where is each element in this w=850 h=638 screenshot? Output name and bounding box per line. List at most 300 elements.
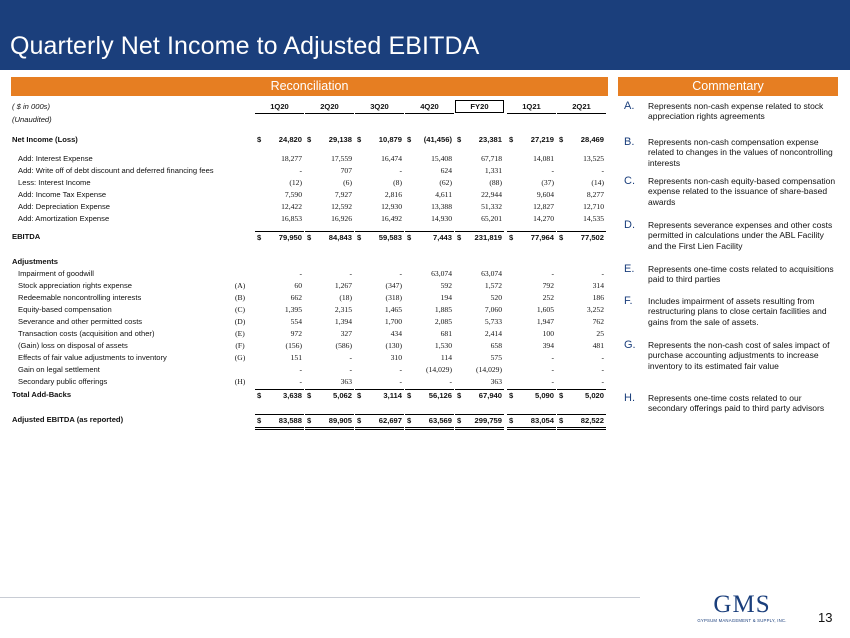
cell-value: 1,465: [384, 305, 402, 314]
value-cell: [405, 189, 454, 201]
cell-value: (14,029): [476, 365, 502, 374]
cell-value: -: [551, 353, 554, 362]
currency-symbol: $: [257, 391, 262, 400]
cell-value: 12,710: [583, 202, 604, 211]
cell-value: 7,590: [284, 190, 302, 199]
value-cell: [507, 340, 556, 352]
value-cell: [557, 414, 606, 430]
currency-symbol: $: [407, 391, 412, 400]
cell-value: -: [551, 365, 554, 374]
cell-value: 658: [490, 341, 502, 350]
value-cell: [507, 316, 556, 328]
value-cell: [255, 376, 304, 388]
value-cell: [557, 177, 606, 189]
cell-value: 1,331: [484, 166, 502, 175]
commentary-text: Represents severance expenses and other costs permitted in calculations under the ABL Facility and the First Lien Facility: [648, 220, 833, 251]
logo-subtitle: GYPSUM MANAGEMENT & SUPPLY, INC.: [697, 618, 787, 623]
commentary-letter: C.: [624, 175, 635, 187]
value-cell: [405, 316, 454, 328]
currency-symbol: $: [307, 135, 312, 144]
value-cell: [255, 304, 304, 316]
adjustment-label: Stock appreciation rights expense: [18, 281, 132, 290]
cell-value: (347): [385, 281, 402, 290]
value-cell: [405, 328, 454, 340]
currency-symbol: $: [257, 233, 262, 242]
value-cell: [305, 213, 354, 225]
commentary-text: Represents non-cash compensation expense related to changes in the values of noncontrolling interests: [648, 137, 833, 168]
table-row: [12, 328, 612, 340]
currency-symbol: $: [509, 391, 514, 400]
commentary-letter: F.: [624, 295, 633, 307]
commentary-text: Represents the non-cash cost of sales impact of purchase accounting adjustments to increase inventory to its estimated fair value: [648, 340, 830, 371]
cell-value: -: [601, 353, 604, 362]
value-cell: [507, 389, 556, 402]
value-cell: [255, 268, 304, 280]
value-cell: [455, 316, 504, 328]
value-cell: [405, 153, 454, 165]
cell-value: 12,592: [331, 202, 352, 211]
cell-value: 972: [290, 329, 302, 338]
cell-value: 3,638: [282, 391, 302, 400]
currency-symbol: $: [307, 416, 312, 425]
currency-symbol: $: [457, 391, 462, 400]
cell-value: 5,062: [332, 391, 352, 400]
cell-value: -: [299, 365, 302, 374]
cell-value: 1,572: [484, 281, 502, 290]
value-cell: [305, 414, 354, 430]
cell-value: (62): [439, 178, 452, 187]
table-row: [12, 134, 612, 146]
currency-symbol: $: [307, 233, 312, 242]
cell-value: 1,395: [284, 305, 302, 314]
cell-value: -: [349, 353, 352, 362]
value-cell: [355, 153, 404, 165]
value-cell: [255, 231, 304, 244]
value-cell: [255, 316, 304, 328]
adjustment-label: Equity-based compensation: [18, 305, 112, 314]
reconciliation-header: Reconciliation: [11, 77, 608, 96]
commentary-text: Represents non-cash equity-based compensation expense related to the issuance of share-based awards: [648, 176, 836, 207]
currency-symbol: $: [357, 233, 362, 242]
value-cell: [255, 153, 304, 165]
cell-value: -: [399, 365, 402, 374]
table-row: [12, 364, 612, 376]
currency-symbol: $: [357, 135, 362, 144]
cell-value: 575: [490, 353, 502, 362]
value-cell: [455, 304, 504, 316]
value-cell: [355, 213, 404, 225]
cell-value: 5,733: [484, 317, 502, 326]
column-header: [455, 100, 504, 113]
column-header: [507, 101, 556, 114]
currency-symbol: $: [357, 391, 362, 400]
value-cell: [557, 231, 606, 244]
value-cell: [305, 328, 354, 340]
cell-value: 624: [440, 166, 452, 175]
value-cell: [557, 268, 606, 280]
currency-symbol: $: [559, 135, 564, 144]
table-row: [12, 165, 612, 177]
table-row: [12, 292, 612, 304]
cell-value: 63,074: [431, 269, 452, 278]
cell-value: 84,843: [328, 233, 352, 242]
footnote-ref: (C): [234, 305, 246, 314]
table-row: [12, 201, 612, 213]
currency-symbol: $: [407, 135, 412, 144]
cell-value: 7,927: [334, 190, 352, 199]
value-cell: [455, 376, 504, 388]
cell-value: 16,474: [381, 154, 402, 163]
footnote-ref: (A): [234, 281, 246, 290]
page-number: 13: [818, 610, 833, 625]
cell-value: 1,947: [536, 317, 554, 326]
value-cell: [305, 165, 354, 177]
value-cell: [507, 292, 556, 304]
cell-value: 63,569: [428, 416, 452, 425]
value-cell: [355, 328, 404, 340]
cell-value: 2,315: [334, 305, 352, 314]
value-cell: [255, 134, 304, 146]
cell-value: 15,408: [431, 154, 452, 163]
value-cell: [455, 134, 504, 146]
column-header: [557, 101, 606, 114]
currency-symbol: $: [457, 416, 462, 425]
cell-value: -: [299, 166, 302, 175]
table-row: [12, 153, 612, 165]
cell-value: 1,530: [434, 341, 452, 350]
value-cell: [557, 304, 606, 316]
cell-value: -: [299, 377, 302, 386]
cell-value: 27,219: [530, 135, 554, 144]
value-cell: [305, 134, 354, 146]
cell-value: -: [551, 166, 554, 175]
value-cell: [355, 177, 404, 189]
value-cell: [355, 340, 404, 352]
value-cell: [455, 340, 504, 352]
value-cell: [305, 201, 354, 213]
cell-value: 82,522: [580, 416, 604, 425]
column-header-label: 3Q20: [370, 102, 389, 111]
currency-symbol: $: [457, 135, 462, 144]
value-cell: [455, 328, 504, 340]
value-cell: [255, 201, 304, 213]
cell-value: 231,819: [474, 233, 502, 242]
value-cell: [305, 231, 354, 244]
cell-value: 1,605: [536, 305, 554, 314]
value-cell: [255, 328, 304, 340]
value-cell: [255, 177, 304, 189]
cell-value: 3,114: [383, 391, 402, 400]
value-cell: [455, 414, 504, 430]
commentary-letter: E.: [624, 263, 635, 275]
value-cell: [255, 364, 304, 376]
value-cell: [405, 201, 454, 213]
cell-value: 12,827: [533, 202, 554, 211]
cell-value: 434: [390, 329, 402, 338]
cell-value: 14,930: [431, 214, 452, 223]
cell-value: 592: [440, 281, 452, 290]
cell-value: 363: [490, 377, 502, 386]
value-cell: [507, 189, 556, 201]
value-cell: [355, 231, 404, 244]
value-cell: [305, 389, 354, 402]
cell-value: 5,020: [584, 391, 604, 400]
footnote-ref: (D): [234, 317, 246, 326]
unaudited-label: (Unaudited): [12, 115, 52, 124]
cell-value: 681: [440, 329, 452, 338]
cell-value: (12): [289, 178, 302, 187]
value-cell: [557, 134, 606, 146]
currency-symbol: $: [307, 391, 312, 400]
value-cell: [355, 165, 404, 177]
value-cell: [405, 268, 454, 280]
value-cell: [405, 134, 454, 146]
column-header-label: 1Q20: [270, 102, 289, 111]
value-cell: [305, 364, 354, 376]
value-cell: [255, 340, 304, 352]
cell-value: 83,054: [530, 416, 554, 425]
cell-value: 67,718: [481, 154, 502, 163]
value-cell: [405, 213, 454, 225]
cell-value: 4,611: [435, 190, 452, 199]
cell-value: 2,085: [434, 317, 452, 326]
value-cell: [455, 153, 504, 165]
cell-value: 65,201: [481, 214, 502, 223]
column-header-label: FY20: [470, 102, 489, 111]
logo-mark: GMS: [713, 591, 771, 618]
value-cell: [405, 280, 454, 292]
cell-value: 83,588: [278, 416, 302, 425]
commentary-letter: A.: [624, 100, 635, 112]
cell-value: 363: [340, 377, 352, 386]
table-row: [12, 177, 612, 189]
value-cell: [507, 376, 556, 388]
cell-value: 299,759: [474, 416, 502, 425]
cell-value: 114: [440, 353, 452, 362]
table-row: [12, 114, 612, 126]
cell-value: 51,332: [481, 202, 502, 211]
value-cell: [405, 364, 454, 376]
cell-value: (14,029): [426, 365, 452, 374]
value-cell: [355, 189, 404, 201]
value-cell: [305, 292, 354, 304]
value-cell: [507, 177, 556, 189]
slide-title: Quarterly Net Income to Adjusted EBITDA: [10, 32, 480, 60]
value-cell: [355, 414, 404, 430]
cell-value: 62,697: [378, 416, 402, 425]
cell-value: 23,381: [478, 135, 502, 144]
cell-value: 13,525: [583, 154, 604, 163]
value-cell: [355, 364, 404, 376]
cell-value: 25: [596, 329, 604, 338]
value-cell: [255, 414, 304, 430]
commentary-letter: B.: [624, 136, 635, 148]
column-header-label: 4Q20: [420, 102, 439, 111]
cell-value: 8,277: [586, 190, 604, 199]
ebitda-component-label: Add: Depreciation Expense: [18, 202, 111, 211]
value-cell: [455, 189, 504, 201]
value-cell: [305, 352, 354, 364]
value-cell: [355, 376, 404, 388]
value-cell: [557, 376, 606, 388]
cell-value: 63,074: [481, 269, 502, 278]
value-cell: [557, 389, 606, 402]
adjustment-label: Redeemable noncontrolling interests: [18, 293, 142, 302]
table-row: [12, 352, 612, 364]
cell-value: -: [551, 269, 554, 278]
cell-value: 77,964: [530, 233, 554, 242]
net-income-label: Net Income (Loss): [12, 135, 78, 144]
adjustment-label: Effects of fair value adjustments to inventory: [18, 353, 167, 362]
column-header: [355, 101, 404, 114]
currency-symbol: $: [357, 416, 362, 425]
cell-value: 16,492: [381, 214, 402, 223]
cell-value: -: [399, 269, 402, 278]
cell-value: 77,502: [580, 233, 604, 242]
value-cell: [355, 280, 404, 292]
cell-value: 310: [390, 353, 402, 362]
commentary-text: Includes impairment of assets resulting from restructuring plans to close certain facilities and gains from the sale of assets.: [648, 296, 827, 327]
cell-value: 14,535: [583, 214, 604, 223]
value-cell: [355, 316, 404, 328]
currency-symbol: $: [509, 416, 514, 425]
ebitda-component-label: Add: Interest Expense: [18, 154, 93, 163]
table-row: [12, 414, 612, 426]
currency-symbol: $: [407, 416, 412, 425]
cell-value: -: [601, 269, 604, 278]
commentary-text: Represents one-time costs related to acquisitions paid to third parties: [648, 264, 834, 285]
value-cell: [455, 165, 504, 177]
cell-value: 24,820: [278, 135, 302, 144]
cell-value: 16,853: [281, 214, 302, 223]
value-cell: [557, 165, 606, 177]
cell-value: -: [349, 269, 352, 278]
currency-symbol: $: [559, 233, 564, 242]
value-cell: [255, 165, 304, 177]
cell-value: (14): [591, 178, 604, 187]
value-cell: [255, 280, 304, 292]
table-row: [12, 213, 612, 225]
cell-value: 14,081: [533, 154, 554, 163]
footnote-ref: (B): [234, 293, 246, 302]
table-row: [12, 268, 612, 280]
value-cell: [557, 340, 606, 352]
value-cell: [455, 389, 504, 402]
cell-value: (37): [541, 178, 554, 187]
cell-value: 394: [542, 341, 554, 350]
cell-value: 16,926: [331, 214, 352, 223]
footnote-ref: (H): [234, 377, 246, 386]
currency-symbol: $: [457, 233, 462, 242]
value-cell: [255, 292, 304, 304]
value-cell: [305, 189, 354, 201]
cell-value: (318): [385, 293, 402, 302]
currency-symbol: $: [559, 391, 564, 400]
value-cell: [355, 268, 404, 280]
value-cell: [507, 153, 556, 165]
cell-value: -: [399, 166, 402, 175]
table-row: [12, 340, 612, 352]
cell-value: 481: [592, 341, 604, 350]
value-cell: [355, 134, 404, 146]
cell-value: 327: [340, 329, 352, 338]
value-cell: [507, 165, 556, 177]
table-row: [12, 316, 612, 328]
cell-value: 1,885: [434, 305, 452, 314]
value-cell: [405, 414, 454, 430]
commentary-letter: H.: [624, 392, 635, 404]
currency-symbol: $: [509, 233, 514, 242]
cell-value: 792: [542, 281, 554, 290]
cell-value: 17,559: [331, 154, 352, 163]
cell-value: 89,905: [328, 416, 352, 425]
cell-value: 1,394: [334, 317, 352, 326]
value-cell: [355, 389, 404, 402]
ebitda-component-label: Less: Interest Income: [18, 178, 91, 187]
value-cell: [405, 340, 454, 352]
value-cell: [507, 213, 556, 225]
cell-value: 314: [592, 281, 604, 290]
units-label: ( $ in 000s): [12, 102, 50, 111]
ebitda-component-label: Add: Write off of debt discount and deferred financing fees: [18, 166, 214, 175]
adjustment-label: Impairment of goodwill: [18, 269, 94, 278]
cell-value: (88): [489, 178, 502, 187]
commentary-text: Represents one-time costs related to our secondary offerings paid to third party advisors: [648, 393, 825, 414]
value-cell: [455, 364, 504, 376]
value-cell: [557, 153, 606, 165]
ebitda-component-label: Add: Amortization Expense: [18, 214, 110, 223]
value-cell: [507, 328, 556, 340]
value-cell: [507, 201, 556, 213]
cell-value: 186: [592, 293, 604, 302]
value-cell: [507, 364, 556, 376]
cell-value: -: [399, 377, 402, 386]
currency-symbol: $: [257, 135, 262, 144]
value-cell: [507, 414, 556, 430]
value-cell: [507, 280, 556, 292]
cell-value: (156): [285, 341, 302, 350]
value-cell: [405, 376, 454, 388]
column-header-label: 2Q21: [572, 102, 591, 111]
footnote-ref: (F): [235, 341, 245, 350]
value-cell: [255, 389, 304, 402]
commentary-letter: D.: [624, 219, 635, 231]
title-bar: [0, 0, 850, 70]
column-header: [405, 101, 454, 114]
value-cell: [405, 165, 454, 177]
cell-value: 29,138: [328, 135, 352, 144]
cell-value: 520: [490, 293, 502, 302]
value-cell: [455, 352, 504, 364]
commentary-header: Commentary: [618, 77, 838, 96]
value-cell: [507, 134, 556, 146]
cell-value: 28,469: [580, 135, 604, 144]
cell-value: 10,879: [378, 135, 402, 144]
adjustment-label: Gain on legal settlement: [18, 365, 100, 374]
footnote-ref: (G): [234, 353, 246, 362]
cell-value: -: [551, 377, 554, 386]
cell-value: 2,414: [484, 329, 502, 338]
value-cell: [405, 231, 454, 244]
cell-value: 5,090: [534, 391, 554, 400]
table-row: [12, 280, 612, 292]
cell-value: (18): [339, 293, 352, 302]
cell-value: (6): [343, 178, 352, 187]
currency-symbol: $: [509, 135, 514, 144]
cell-value: -: [449, 377, 452, 386]
value-cell: [557, 292, 606, 304]
cell-value: 13,388: [431, 202, 452, 211]
